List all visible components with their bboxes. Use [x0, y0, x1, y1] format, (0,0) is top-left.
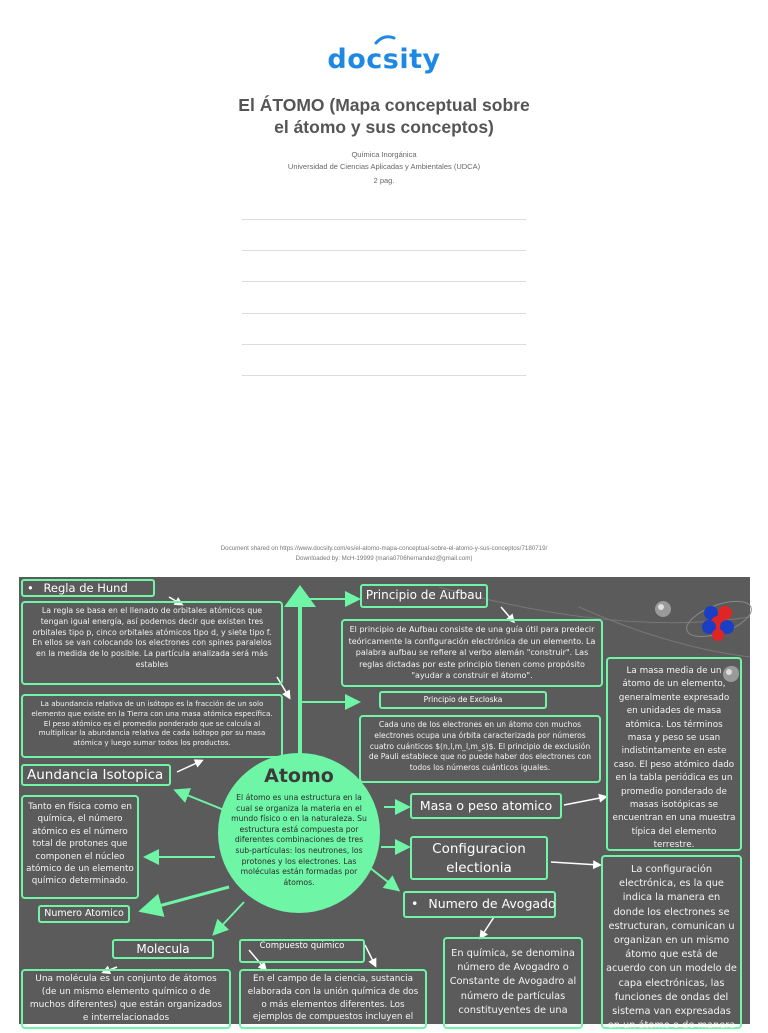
divider — [242, 250, 526, 251]
abundancia-isotopica-box: La abundancia relativa de un isótopo es la fracción de un solo elemento que existe en la Tierra con una masa atómica específica. El peso atómico es el promedio ponderado que se calcula al multiplicar la abundancia relativa de cada isótopo por su masa atómica y luego sumar todos los productos. — [21, 694, 283, 758]
numero-atomico-label: Numero Atomico — [38, 905, 130, 923]
masa-atomica-box: La masa media de un átomo de un elemento, generalmente expresado en unidades de masa atómica. Los términos masa y peso se usan indistintamente en este caso. El peso atómico dado en la tabla periódica es un promedio ponderado de masas isotópicas se encuentran en una muestra típica del elemento terrestre. — [606, 657, 742, 851]
configuracion-electronica-label: Configuracion electionia — [410, 836, 548, 880]
title-line-1: El ÁTOMO (Mapa conceptual sobre — [238, 95, 530, 115]
atomo-center — [218, 753, 380, 913]
abundancia-isotopica-label: Aundancia Isotopica — [21, 764, 171, 786]
masa-atomica-label: Masa o peso atomico — [410, 793, 562, 819]
docsity-logo — [0, 32, 768, 75]
document-title — [0, 94, 768, 138]
concept-map — [19, 577, 750, 1032]
atomo-title: Atomo — [264, 765, 334, 787]
page-count: 2 pag. — [373, 176, 395, 185]
compuesto-quimico-label: Compuesto quimico — [239, 939, 365, 963]
university-link[interactable]: Universidad de Ciencias Aplicadas y Ambientales (UDCA) — [287, 162, 481, 171]
subject-link[interactable]: Química Inorgánica — [351, 150, 417, 159]
atom-icon — [639, 587, 749, 667]
principio-aufbau-box: El principio de Aufbau consiste de una guía útil para predecir teóricamente la configuración electrónica de un elemento. La palabra aufbau se refiere al verbo alemán "construir". Las reglas dictadas por este principio tienen como propósito "ayudar a construir el átomo". — [341, 619, 603, 687]
principio-aufbau-label: Principio de Aufbau — [360, 584, 488, 608]
regla-de-hund-label — [21, 579, 155, 597]
principio-exclusion-label: Principio de Excloska — [379, 691, 547, 709]
logo-text: docsity — [327, 44, 441, 75]
configuracion-electronica-box: La configuración electrónica, es la que indica la manera en donde los electrones se estructuran, comunican u organizan en un mismo átomo que está de acuerdo con un modelo de capa electrónicas, las funciones de ondas del sistema van expresadas en un átomo o de manera — [601, 855, 742, 1029]
numero-avogadro-text: Numero de Avogado — [428, 896, 556, 911]
divider — [242, 344, 526, 345]
atomo-definition: El átomo es una estructura en la cual se organiza la materia en el mundo físico o en la naturaleza. Su estructura está compuesta por diferentes combinaciones de tres sub-partículas: los neutrones, los protones y los electrones. Las moléculas están formadas por átomos. — [231, 793, 367, 887]
shared-note: Document shared on https://www.docsity.com/es/el-atomo-mapa-conceptual-sobre-el-atomo-y-sus-conceptos/7180719/ — [220, 545, 548, 552]
numero-avogadro-label — [403, 891, 556, 918]
numero-atomico-box: Tanto en física como en química, el número atómico es el número total de protones que componen el núcleo atómico de un elemento químico determinado. — [21, 795, 139, 899]
divider — [242, 281, 526, 282]
divider — [242, 313, 526, 314]
molecula-label: Molecula — [112, 939, 214, 959]
regla-de-hund-text: Regla de Hund — [43, 581, 128, 595]
molecula-box: Una molécula es un conjunto de átomos (de un mismo elemento químico o de muchos diferentes) que están organizados e interrelacionados — [21, 969, 231, 1029]
downloaded-note: Downloaded by: McH-19999 (maria0706hernandez@gmail.com) — [295, 555, 473, 562]
compuesto-quimico-box: En el campo de la ciencia, sustancia elaborada con la unión química de dos o más elementos diferentes. Los ejemplos de compuestos incluyen el — [239, 969, 427, 1029]
regla-de-hund-box: La regla se basa en el llenado de orbitales atómicos que tengan igual energía, así podemos decir que existen tres orbitales tipo p, cinco orbitales atómicos tipo d, y siete tipo f. En ellos se van colocando los electrones con spines paralelos en la medida de lo posible. La partícula analizada será más estables — [21, 601, 283, 685]
divider — [242, 375, 526, 376]
divider — [242, 219, 526, 220]
numero-avogadro-box: En química, se denomina número de Avogadro o Constante de Avogadro al número de partículas constituyentes de una — [443, 937, 583, 1029]
principio-exclusion-box: Cada uno de los electrones en un átomo con muchos electrones ocupa una órbita caracterizada por números cuatro cuánticos $(n,l,m_l,m_s)$. El principio de exclusión de Pauli establece que no puede haber dos electrones con todos los números cuánticos iguales. — [359, 715, 601, 783]
title-line-2: el átomo y sus conceptos) — [274, 117, 494, 137]
